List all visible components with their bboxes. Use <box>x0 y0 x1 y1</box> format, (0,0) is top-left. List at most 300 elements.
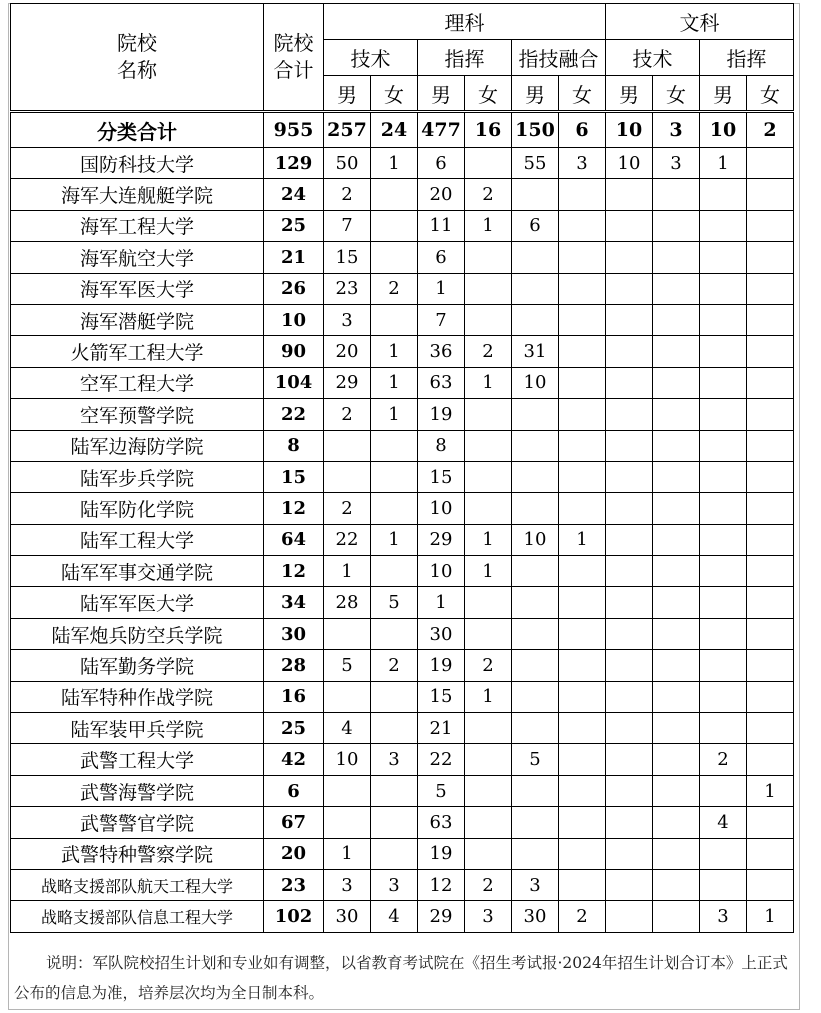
quota-cell <box>324 430 371 461</box>
quota-cell: 1 <box>465 556 512 587</box>
table-row <box>11 838 794 869</box>
quota-cell: 10 <box>324 744 371 775</box>
quota-cell: 21 <box>418 713 465 744</box>
school-name: 战略支援部队航天工程大学 <box>11 869 264 900</box>
summary-cell: 6 <box>559 112 606 148</box>
table-row <box>11 493 794 524</box>
quota-cell <box>700 681 747 712</box>
quota-cell <box>559 869 606 900</box>
quota-cell <box>653 493 700 524</box>
quota-cell <box>700 650 747 681</box>
school-total: 30 <box>264 618 324 649</box>
quota-cell <box>700 179 747 210</box>
quota-cell: 1 <box>418 273 465 304</box>
quota-cell <box>747 838 794 869</box>
quota-cell <box>324 618 371 649</box>
quota-cell <box>700 618 747 649</box>
quota-cell <box>653 681 700 712</box>
table-row <box>11 869 794 900</box>
quota-cell <box>700 587 747 618</box>
quota-cell: 12 <box>418 869 465 900</box>
quota-cell <box>747 148 794 179</box>
quota-cell <box>653 744 700 775</box>
quota-cell: 1 <box>371 524 418 555</box>
school-total: 10 <box>264 304 324 335</box>
table-row <box>11 618 794 649</box>
quota-cell: 1 <box>747 901 794 932</box>
school-total: 12 <box>264 556 324 587</box>
quota-cell: 2 <box>559 901 606 932</box>
quota-cell: 19 <box>418 399 465 430</box>
quota-cell <box>559 744 606 775</box>
quota-cell <box>606 336 653 367</box>
table-row <box>11 681 794 712</box>
quota-cell <box>559 681 606 712</box>
summary-cell: 477 <box>418 112 465 148</box>
quota-cell <box>465 744 512 775</box>
school-total: 26 <box>264 273 324 304</box>
quota-cell: 2 <box>465 650 512 681</box>
quota-cell: 29 <box>418 524 465 555</box>
school-total: 6 <box>264 775 324 806</box>
quota-cell <box>512 461 559 492</box>
quota-cell: 1 <box>418 587 465 618</box>
quota-cell: 19 <box>418 650 465 681</box>
quota-cell <box>371 556 418 587</box>
quota-cell: 2 <box>371 650 418 681</box>
summary-cell: 10 <box>606 112 653 148</box>
school-total: 104 <box>264 367 324 398</box>
quota-cell: 4 <box>324 713 371 744</box>
header-female: 女 <box>371 76 418 112</box>
quota-cell <box>512 807 559 838</box>
school-total: 64 <box>264 524 324 555</box>
school-total: 8 <box>264 430 324 461</box>
quota-cell <box>512 273 559 304</box>
quota-cell <box>747 681 794 712</box>
school-name: 海军潜艇学院 <box>11 304 264 335</box>
header-male: 男 <box>512 76 559 112</box>
school-name: 陆军军医大学 <box>11 587 264 618</box>
quota-cell <box>700 336 747 367</box>
header-science: 理科 <box>324 4 606 40</box>
quota-cell <box>606 493 653 524</box>
quota-cell <box>606 273 653 304</box>
header-science-jishu: 技术 <box>324 40 418 76</box>
quota-cell <box>606 901 653 932</box>
quota-cell <box>653 273 700 304</box>
school-total: 16 <box>264 681 324 712</box>
school-total: 20 <box>264 838 324 869</box>
quota-cell <box>512 650 559 681</box>
quota-cell: 6 <box>418 148 465 179</box>
quota-cell <box>606 587 653 618</box>
quota-cell: 15 <box>418 681 465 712</box>
quota-cell: 5 <box>324 650 371 681</box>
header-male: 男 <box>418 76 465 112</box>
school-total: 42 <box>264 744 324 775</box>
quota-cell: 3 <box>653 148 700 179</box>
quota-cell <box>559 775 606 806</box>
quota-cell <box>747 744 794 775</box>
school-name: 陆军步兵学院 <box>11 461 264 492</box>
quota-cell <box>512 399 559 430</box>
quota-cell <box>653 901 700 932</box>
quota-cell <box>747 273 794 304</box>
quota-cell: 10 <box>512 367 559 398</box>
quota-cell: 2 <box>465 179 512 210</box>
school-total: 129 <box>264 148 324 179</box>
quota-cell <box>606 869 653 900</box>
quota-cell: 22 <box>418 744 465 775</box>
quota-cell: 10 <box>418 493 465 524</box>
quota-cell: 63 <box>418 807 465 838</box>
quota-cell: 1 <box>371 367 418 398</box>
quota-cell <box>700 869 747 900</box>
quota-cell <box>700 461 747 492</box>
quota-cell: 19 <box>418 838 465 869</box>
quota-cell: 1 <box>465 524 512 555</box>
quota-cell <box>653 775 700 806</box>
quota-cell <box>559 713 606 744</box>
quota-cell <box>606 744 653 775</box>
quota-cell: 2 <box>324 493 371 524</box>
school-total: 15 <box>264 461 324 492</box>
header-male: 男 <box>324 76 371 112</box>
quota-cell: 1 <box>324 556 371 587</box>
table-row <box>11 775 794 806</box>
quota-cell <box>606 838 653 869</box>
quota-cell <box>465 713 512 744</box>
quota-cell <box>747 713 794 744</box>
quota-cell: 1 <box>465 681 512 712</box>
quota-cell: 2 <box>465 869 512 900</box>
quota-cell <box>606 775 653 806</box>
quota-cell: 1 <box>371 399 418 430</box>
quota-cell <box>606 399 653 430</box>
quota-cell <box>465 273 512 304</box>
quota-cell: 10 <box>418 556 465 587</box>
quota-cell: 10 <box>606 148 653 179</box>
quota-cell: 28 <box>324 587 371 618</box>
quota-cell <box>512 179 559 210</box>
quota-cell <box>371 775 418 806</box>
quota-cell <box>700 838 747 869</box>
quota-cell <box>559 493 606 524</box>
quota-cell: 11 <box>418 210 465 241</box>
school-total: 28 <box>264 650 324 681</box>
school-name: 陆军装甲兵学院 <box>11 713 264 744</box>
quota-cell: 31 <box>512 336 559 367</box>
quota-cell <box>747 587 794 618</box>
summary-cell: 257 <box>324 112 371 148</box>
quota-cell <box>606 807 653 838</box>
quota-cell: 10 <box>512 524 559 555</box>
quota-cell: 3 <box>324 869 371 900</box>
quota-cell <box>747 807 794 838</box>
quota-cell <box>653 242 700 273</box>
quota-cell <box>512 493 559 524</box>
quota-cell <box>559 556 606 587</box>
quota-cell <box>465 242 512 273</box>
quota-cell <box>700 556 747 587</box>
quota-cell <box>465 618 512 649</box>
quota-cell <box>512 304 559 335</box>
quota-cell: 8 <box>418 430 465 461</box>
school-total: 22 <box>264 399 324 430</box>
quota-cell <box>371 304 418 335</box>
header-female: 女 <box>747 76 794 112</box>
quota-cell <box>747 650 794 681</box>
quota-cell: 7 <box>324 210 371 241</box>
school-total: 12 <box>264 493 324 524</box>
quota-cell: 3 <box>371 869 418 900</box>
quota-cell: 20 <box>324 336 371 367</box>
quota-cell <box>465 807 512 838</box>
quota-cell: 50 <box>324 148 371 179</box>
quota-cell: 1 <box>700 148 747 179</box>
table-row <box>11 336 794 367</box>
quota-cell: 2 <box>324 179 371 210</box>
quota-cell <box>700 304 747 335</box>
quota-cell <box>606 618 653 649</box>
quota-cell: 2 <box>465 336 512 367</box>
quota-cell <box>606 524 653 555</box>
quota-cell <box>747 336 794 367</box>
quota-cell <box>653 618 700 649</box>
school-total: 24 <box>264 179 324 210</box>
quota-cell <box>747 524 794 555</box>
quota-cell <box>559 618 606 649</box>
quota-cell <box>747 461 794 492</box>
quota-cell <box>606 681 653 712</box>
quota-cell <box>324 807 371 838</box>
quota-cell <box>324 461 371 492</box>
quota-cell <box>700 273 747 304</box>
quota-cell <box>747 242 794 273</box>
quota-cell <box>324 681 371 712</box>
table-row <box>11 650 794 681</box>
quota-cell <box>606 367 653 398</box>
quota-cell: 3 <box>512 869 559 900</box>
school-name: 空军工程大学 <box>11 367 264 398</box>
quota-cell <box>465 838 512 869</box>
quota-cell: 3 <box>324 304 371 335</box>
quota-cell: 29 <box>324 367 371 398</box>
school-name: 武警特种警察学院 <box>11 838 264 869</box>
header-science-zhiji: 指技融合 <box>512 40 606 76</box>
table-row <box>11 273 794 304</box>
header-male: 男 <box>700 76 747 112</box>
quota-cell: 6 <box>418 242 465 273</box>
quota-cell <box>512 618 559 649</box>
school-name: 海军大连舰艇学院 <box>11 179 264 210</box>
header-science-zhihui: 指挥 <box>418 40 512 76</box>
school-total: 102 <box>264 901 324 932</box>
enrollment-plan-table <box>10 3 794 933</box>
quota-cell <box>747 869 794 900</box>
quota-cell <box>653 179 700 210</box>
quota-cell: 55 <box>512 148 559 179</box>
quota-cell <box>465 304 512 335</box>
quota-cell <box>747 367 794 398</box>
quota-cell <box>606 179 653 210</box>
table-row <box>11 179 794 210</box>
quota-cell: 30 <box>512 901 559 932</box>
summary-label: 分类合计 <box>11 112 264 148</box>
quota-cell: 2 <box>324 399 371 430</box>
quota-cell: 63 <box>418 367 465 398</box>
quota-cell <box>606 430 653 461</box>
quota-cell <box>371 681 418 712</box>
header-arts-zhihui: 指挥 <box>700 40 794 76</box>
quota-cell <box>559 336 606 367</box>
quota-cell: 1 <box>465 210 512 241</box>
quota-cell <box>559 838 606 869</box>
school-name: 陆军防化学院 <box>11 493 264 524</box>
footnote: 说明：军队院校招生计划和专业如有调整，以省教育考试院在《招生考试报·2024年招生计划合订本》上正式公布的信息为准，培养层次均为全日制本科。 <box>14 954 788 1002</box>
quota-cell: 1 <box>559 524 606 555</box>
quota-cell <box>465 399 512 430</box>
table-row <box>11 148 794 179</box>
quota-cell <box>465 775 512 806</box>
quota-cell <box>653 556 700 587</box>
quota-cell <box>465 493 512 524</box>
quota-cell <box>371 242 418 273</box>
table-row <box>11 461 794 492</box>
table-row <box>11 807 794 838</box>
table-body <box>11 112 794 933</box>
header-female: 女 <box>559 76 606 112</box>
quota-cell <box>700 210 747 241</box>
quota-cell <box>371 430 418 461</box>
school-name: 战略支援部队信息工程大学 <box>11 901 264 932</box>
quota-cell <box>700 713 747 744</box>
quota-cell <box>559 210 606 241</box>
quota-cell <box>559 430 606 461</box>
quota-cell <box>653 869 700 900</box>
quota-cell <box>465 148 512 179</box>
table-row <box>11 242 794 273</box>
quota-cell <box>747 399 794 430</box>
school-name: 海军工程大学 <box>11 210 264 241</box>
quota-cell <box>324 775 371 806</box>
table-row <box>11 210 794 241</box>
table-row <box>11 587 794 618</box>
quota-cell <box>606 650 653 681</box>
school-name: 武警海警学院 <box>11 775 264 806</box>
quota-cell <box>371 179 418 210</box>
quota-cell <box>700 493 747 524</box>
quota-cell <box>371 618 418 649</box>
quota-cell <box>747 179 794 210</box>
summary-row <box>11 112 794 148</box>
quota-cell <box>700 430 747 461</box>
quota-cell <box>653 807 700 838</box>
quota-cell <box>606 461 653 492</box>
quota-cell <box>700 775 747 806</box>
school-total: 25 <box>264 713 324 744</box>
school-name: 陆军工程大学 <box>11 524 264 555</box>
quota-cell <box>559 399 606 430</box>
header-arts: 文科 <box>606 4 794 40</box>
quota-cell <box>653 650 700 681</box>
quota-cell: 3 <box>371 744 418 775</box>
school-total: 90 <box>264 336 324 367</box>
school-name: 海军航空大学 <box>11 242 264 273</box>
quota-cell <box>512 775 559 806</box>
quota-cell <box>512 587 559 618</box>
quota-cell: 1 <box>324 838 371 869</box>
quota-cell <box>512 556 559 587</box>
quota-cell <box>747 304 794 335</box>
quota-cell <box>606 304 653 335</box>
header-school-total: 院校 合计 <box>264 4 324 112</box>
header-female: 女 <box>465 76 512 112</box>
quota-cell: 36 <box>418 336 465 367</box>
school-name: 陆军特种作战学院 <box>11 681 264 712</box>
school-name: 武警警官学院 <box>11 807 264 838</box>
school-name: 国防科技大学 <box>11 148 264 179</box>
quota-cell: 23 <box>324 273 371 304</box>
quota-cell <box>653 713 700 744</box>
quota-cell <box>747 556 794 587</box>
quota-cell <box>465 461 512 492</box>
summary-cell: 2 <box>747 112 794 148</box>
quota-cell <box>559 242 606 273</box>
quota-cell: 3 <box>559 148 606 179</box>
quota-cell <box>653 461 700 492</box>
school-name: 陆军军事交通学院 <box>11 556 264 587</box>
quota-cell <box>606 556 653 587</box>
quota-cell <box>371 461 418 492</box>
quota-cell <box>606 210 653 241</box>
school-total: 21 <box>264 242 324 273</box>
quota-cell <box>700 367 747 398</box>
quota-cell: 2 <box>700 744 747 775</box>
quota-cell <box>371 838 418 869</box>
table-row <box>11 713 794 744</box>
quota-cell: 4 <box>371 901 418 932</box>
quota-cell <box>653 524 700 555</box>
quota-cell <box>559 587 606 618</box>
school-total: 23 <box>264 869 324 900</box>
quota-cell: 5 <box>418 775 465 806</box>
summary-cell: 10 <box>700 112 747 148</box>
quota-cell <box>559 304 606 335</box>
quota-cell: 7 <box>418 304 465 335</box>
quota-cell: 1 <box>371 336 418 367</box>
quota-cell <box>559 367 606 398</box>
quota-cell: 1 <box>747 775 794 806</box>
table-row <box>11 744 794 775</box>
quota-cell <box>700 399 747 430</box>
quota-cell <box>512 838 559 869</box>
quota-cell <box>653 336 700 367</box>
quota-cell <box>559 650 606 681</box>
quota-cell <box>559 807 606 838</box>
quota-cell <box>512 713 559 744</box>
table-row <box>11 524 794 555</box>
table-row <box>11 367 794 398</box>
quota-cell <box>465 587 512 618</box>
quota-cell <box>465 430 512 461</box>
quota-cell <box>653 587 700 618</box>
school-name: 火箭军工程大学 <box>11 336 264 367</box>
quota-cell <box>606 713 653 744</box>
summary-total: 955 <box>264 112 324 148</box>
table-row <box>11 430 794 461</box>
